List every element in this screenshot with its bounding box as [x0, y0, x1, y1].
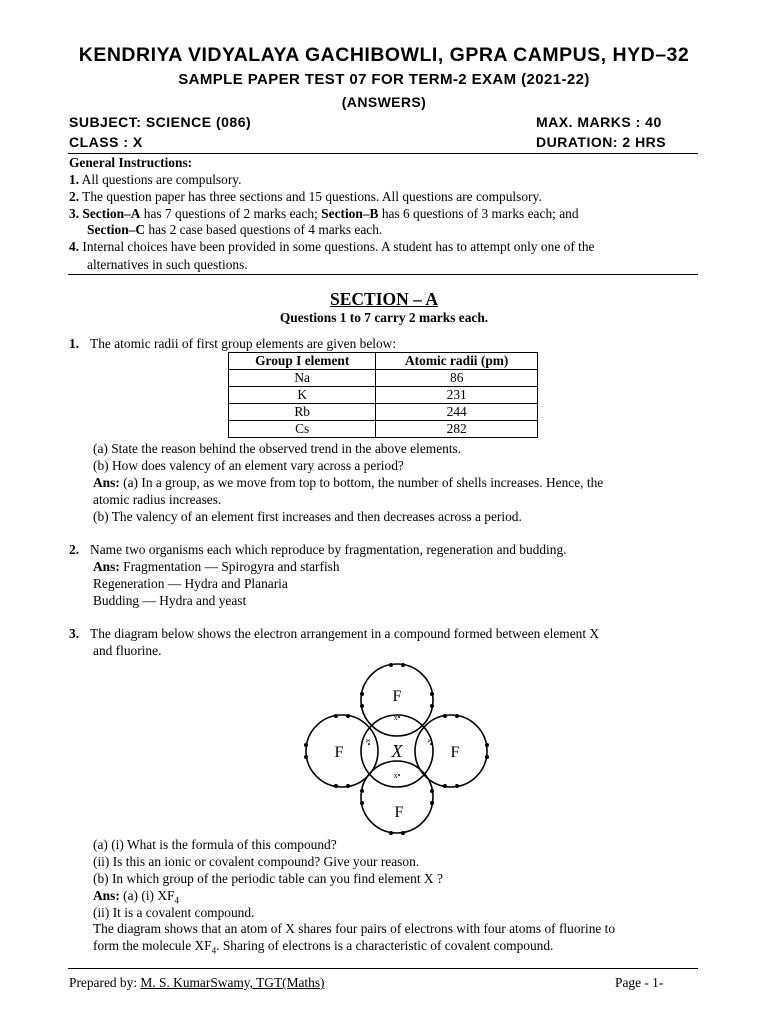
- footer-rule: [68, 968, 698, 969]
- test-title: SAMPLE PAPER TEST 07 FOR TERM-2 EXAM (2021-22): [178, 71, 590, 88]
- electron-dot: [389, 831, 393, 835]
- page-number: Page - 1-: [615, 975, 664, 990]
- shared-pair-left: x•: [364, 738, 373, 746]
- electron-dot: [334, 784, 338, 788]
- duration-label: DURATION: 2 HRS: [536, 134, 667, 150]
- electron-dot: [443, 784, 447, 788]
- instructions-title: General Instructions:: [69, 155, 193, 170]
- instructions-rule: [68, 274, 698, 275]
- instruction-4-cont: alternatives in such questions.: [87, 257, 248, 272]
- q2-answer-budding: Budding — Hydra and yeast: [93, 593, 247, 608]
- q1-part-a: (a) State the reason behind the observed trend in the above elements.: [93, 441, 462, 456]
- instruction-2: 2. The question paper has three sections and 15 questions. All questions are compulsory.: [69, 189, 542, 204]
- electron-dot: [304, 755, 308, 759]
- answers-label: (ANSWERS): [341, 94, 427, 110]
- f-label-left: F: [334, 744, 344, 761]
- section-title: SECTION – A: [330, 289, 438, 309]
- q3-answer-explain-cont: form the molecule $XF_4$. Sharing of electrons is a characteristic of covalent compound.: [93, 938, 554, 956]
- electron-dot: [304, 743, 308, 747]
- table-header-row: [229, 353, 538, 370]
- q3-text-cont: and fluorine.: [93, 643, 162, 658]
- instruction-3-cont: Section–C has 2 case based questions of 4 marks each.: [87, 222, 383, 237]
- table-row: [229, 421, 538, 438]
- electron-dot: [334, 714, 338, 718]
- shared-pair-top: x•: [393, 713, 401, 722]
- f-label-top: F: [392, 688, 402, 705]
- author-name: M. S. KumarSwamy, TGT(Maths): [140, 975, 325, 990]
- electron-dot: [360, 789, 364, 793]
- table-cell: 231: [376, 387, 538, 404]
- electron-dot: [360, 801, 364, 805]
- electron-dot: [430, 692, 434, 696]
- electron-dot: [360, 692, 364, 696]
- shared-pair-right: x•: [426, 738, 435, 746]
- school-title: KENDRIYA VIDYALAYA GACHIBOWLI, GPRA CAMPUS, HYD–32: [78, 44, 690, 66]
- table-row: [229, 387, 538, 404]
- table-cell: Na: [229, 370, 376, 387]
- q2-answer: Ans: Fragmentation — Spirogyra and starfish: [93, 559, 340, 574]
- electron-dot: [485, 755, 489, 759]
- x-label-center: X: [391, 741, 403, 761]
- instruction-1: 1. All questions are compulsory.: [69, 172, 242, 187]
- class-label: CLASS : X: [69, 134, 143, 150]
- table-cell: 244: [376, 404, 538, 421]
- max-marks-label: MAX. MARKS : 40: [536, 114, 662, 130]
- electron-dot: [389, 663, 393, 667]
- shared-pair-bottom: x•: [393, 771, 401, 780]
- electron-dot: [401, 831, 405, 835]
- electron-dot: [401, 663, 405, 667]
- q3-part-a-ii: (ii) Is this an ionic or covalent compound? Give your reason.: [93, 854, 420, 869]
- electron-dot: [430, 789, 434, 793]
- table-row: [229, 404, 538, 421]
- q3-answer: Ans: (a) (i) $XF_4$: [93, 888, 179, 906]
- table-cell: Cs: [229, 421, 376, 438]
- q3-part-a-i: (a) (i) What is the formula of this compound?: [93, 837, 337, 852]
- table-cell: 282: [376, 421, 538, 438]
- electron-dot: [346, 714, 350, 718]
- electron-dot: [430, 801, 434, 805]
- table-cell: 86: [376, 370, 538, 387]
- q2-text: 2. Name two organisms each which reproduce by fragmentation, regeneration and budding.: [69, 542, 567, 557]
- q3-answer-explain: The diagram shows that an atom of X shares four pairs of electrons with four atoms of fluorine to: [93, 921, 616, 936]
- electron-dot: [360, 704, 364, 708]
- q3-text: 3. The diagram below shows the electron arrangement in a compound formed between element X: [69, 626, 600, 641]
- table-cell: K: [229, 387, 376, 404]
- electron-dot: [443, 714, 447, 718]
- q1-part-b: (b) How does valency of an element vary across a period?: [93, 458, 404, 473]
- atomic-radii-table: [228, 352, 538, 438]
- electron-dot: [455, 714, 459, 718]
- q1-answer-cont: atomic radius increases.: [93, 492, 222, 507]
- instruction-3: 3. Section–A has 7 questions of 2 marks each; Section–B has 6 questions of 3 marks each; and: [69, 206, 579, 221]
- f-label-right: F: [450, 744, 460, 761]
- prepared-by: Prepared by: M. S. KumarSwamy, TGT(Maths): [69, 975, 325, 990]
- q2-answer-regeneration: Regeneration — Hydra and Planaria: [93, 576, 288, 591]
- electron-dot: [455, 784, 459, 788]
- q3-part-b: (b) In which group of the periodic table can you find element X ?: [93, 871, 443, 886]
- q3-answer-ii: (ii) It is a covalent compound.: [93, 905, 255, 920]
- q1-answer-b: (b) The valency of an element first increases and then decreases across a period.: [93, 509, 522, 524]
- table-header: Group I element: [229, 353, 376, 370]
- table-header: Atomic radii (pm): [376, 353, 538, 370]
- electron-dot: [430, 704, 434, 708]
- electron-dot: [485, 743, 489, 747]
- instruction-4: 4. Internal choices have been provided in some questions. A student has to attempt only one of the: [69, 239, 595, 254]
- table-cell: Rb: [229, 404, 376, 421]
- subject-label: SUBJECT: SCIENCE (086): [69, 114, 252, 130]
- f-label-bottom: F: [394, 804, 404, 821]
- section-subtitle: Questions 1 to 7 carry 2 marks each.: [279, 310, 489, 325]
- q1-text: 1. The atomic radii of first group elements are given below:: [69, 336, 397, 351]
- q1-answer: Ans: (a) In a group, as we move from top to bottom, the number of shells increases. Hence, the: [93, 475, 604, 490]
- electron-dot: [346, 784, 350, 788]
- table-row: [229, 370, 538, 387]
- electron-diagram: [295, 657, 495, 835]
